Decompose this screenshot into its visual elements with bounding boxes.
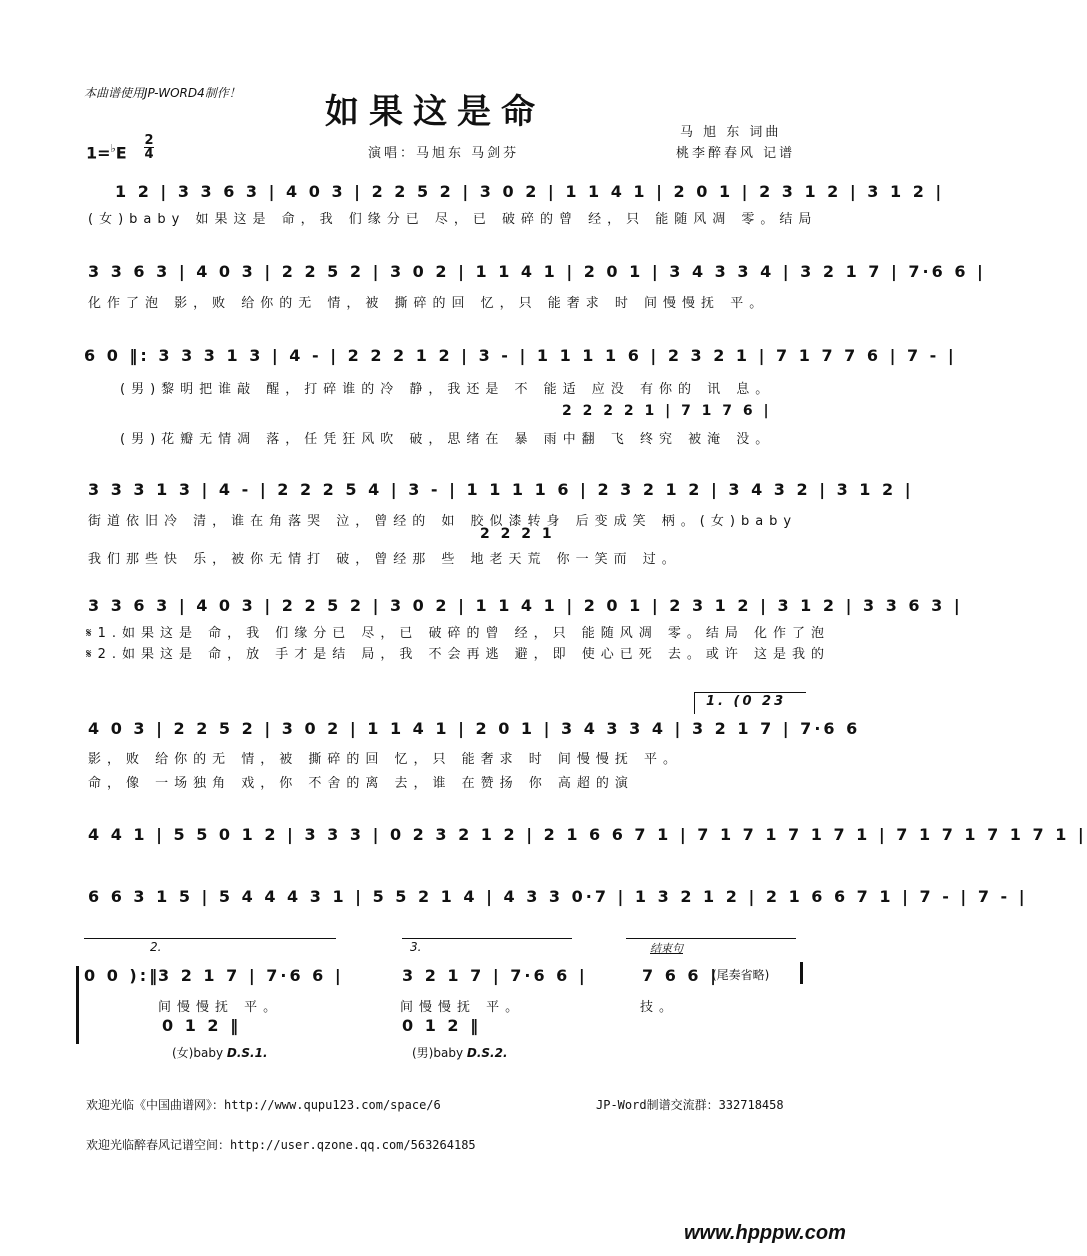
lyricist-credit: 马 旭 东 词曲	[680, 125, 782, 140]
row-3-notes: 6 0 ‖: 3 3 3 1 3 | 4 - | 2 2 2 1 2 | 3 - | 1 1 1 1 6 | 2 3 2 1 | 7 1 7 7 6 | 7 - |	[84, 346, 957, 365]
singers-credit: 演唱：马旭东 马剑芬	[368, 146, 520, 161]
key-letter: E	[115, 143, 127, 163]
ending-rest: 0 0 ):‖	[84, 966, 161, 985]
coda-label: 结束句	[650, 942, 683, 955]
volta-2-lower-notes: 0 1 2 ‖	[162, 1016, 242, 1035]
volta-3-ds: D.S.2.	[466, 1046, 508, 1060]
row-4-lyric-2: 我们那些快 乐，被你无情打 破，曾经那 些 地老天荒 你一笑而 过。	[88, 552, 681, 567]
ending-rule-left	[84, 938, 336, 939]
row-4-notes: 3 3 3 1 3 | 4 - | 2 2 2 5 4 | 3 - | 1 1 1 1 6 | 2 3 2 1 2 | 3 4 3 2 | 3 1 2 |	[88, 480, 914, 499]
row-3-lyric-2: (男)花瓣无情凋 落，任凭狂风吹 破，思绪在 暴 雨中翻 飞 终究 被淹 没。	[120, 432, 775, 447]
system-bracket	[76, 966, 79, 1044]
row-6-lyric-1: 影，败 给你的无 情，被 撕碎的回 忆，只 能奢求 时 间慢慢抚 平。	[88, 752, 683, 767]
row-2-notes: 3 3 6 3 | 4 0 3 | 2 2 5 2 | 3 0 2 | 1 1 4 1 | 2 0 1 | 3 4 3 3 4 | 3 2 1 7 | 7·6 6 |	[88, 262, 986, 281]
row-8-notes: 6 6 3 1 5 | 5 4 4 4 3 1 | 5 5 2 1 4 | 4 3 3 0·7 | 1 3 2 1 2 | 2 1 6 6 7 1 | 7 - | 7 - |	[88, 887, 1028, 906]
flat-sign: ♭	[110, 142, 116, 155]
row-5-lyric-2: 𝄋2.如果这是 命，放 手才是结 局，我 不会再逃 避，即 使心已死 去。或许 这是我的	[86, 647, 831, 662]
volta-1-bracket	[694, 692, 806, 693]
software-note: 本曲谱使用JP-WORD4制作！	[84, 86, 241, 100]
row-1-lyric: (女)baby 如果这是 命，我 们缘分已 尽，已 破碎的曾 经，只 能随风凋 零。结局	[88, 212, 818, 227]
coda-lyric: 技。	[640, 1000, 679, 1015]
coda-note: (尾奏省略)	[712, 968, 770, 982]
ending-rule-right	[626, 938, 796, 939]
row-4-lyric-1: 街道依旧冷 清，谁在角落哭 泣，曾经的 如 胶似漆转身 后变成笑 柄。(女)baby	[88, 514, 798, 529]
time-bottom: 4	[144, 147, 154, 162]
row-5-notes: 3 3 6 3 | 4 0 3 | 2 2 5 2 | 3 0 2 | 1 1 4 1 | 2 0 1 | 2 3 1 2 | 3 1 2 | 3 3 6 3 |	[88, 596, 963, 615]
key-signature	[86, 142, 127, 162]
footer-space-link[interactable]: 欢迎光临醉春风记谱空间：http://user.qzone.qq.com/563264185	[86, 1138, 476, 1152]
row-5-lyric-1: 𝄋1.如果这是 命，我 们缘分已 尽，已 破碎的曾 经，只 能随风凋 零。结局 化作了泡	[86, 626, 831, 641]
volta-2-ds: D.S.1.	[226, 1046, 268, 1060]
row-6-lyric-2: 命，像 一场独角 戏，你 不舍的离 去，谁 在赞扬 你 高超的演	[88, 776, 634, 791]
final-barline	[800, 962, 803, 984]
row-4-alt-notes: 2 2 2 1	[480, 526, 555, 542]
transcriber-credit: 桃李醉春风 记谱	[676, 146, 796, 161]
volta-2-lyric: 间慢慢抚 平。	[158, 1000, 283, 1015]
volta-1-label: 1. (0 23	[706, 694, 787, 709]
volta-3-notes: 3 2 1 7 | 7·6 6 |	[402, 966, 588, 985]
volta-2-label: 2.	[150, 940, 162, 954]
time-signature	[144, 134, 154, 161]
coda-notes: 7 6 6 |	[642, 966, 719, 985]
ending-rule-mid	[402, 938, 572, 939]
row-1-notes: 1 2 | 3 3 6 3 | 4 0 3 | 2 2 5 2 | 3 0 2 | 1 1 4 1 | 2 0 1 | 2 3 1 2 | 3 1 2 |	[115, 182, 945, 201]
key-prefix: 1=	[86, 143, 111, 163]
footer-site-link[interactable]: 欢迎光临《中国曲谱网》：http://www.qupu123.com/space/6	[86, 1098, 441, 1112]
volta-3-lyric: 间慢慢抚 平。	[400, 1000, 525, 1015]
watermark: www.hpppw.com	[684, 1222, 846, 1244]
volta-2-call-text: (女)baby	[172, 1046, 224, 1060]
volta-3-call	[412, 1044, 508, 1061]
row-6-notes: 4 0 3 | 2 2 5 2 | 3 0 2 | 1 1 4 1 | 2 0 1 | 3 4 3 3 4 | 3 2 1 7 | 7·6 6	[88, 719, 861, 738]
time-top: 2	[144, 133, 154, 148]
page-title: 如果这是命	[325, 92, 545, 132]
volta-2-call	[172, 1044, 268, 1061]
volta-3-call-text: (男)baby	[412, 1046, 464, 1060]
row-2-lyric: 化作了泡 影，败 给你的无 情，被 撕碎的回 忆，只 能奢求 时 间慢慢抚 平。	[88, 296, 769, 311]
volta-3-lower-notes: 0 1 2 ‖	[402, 1016, 482, 1035]
row-7-notes: 4 4 1 | 5 5 0 1 2 | 3 3 3 | 0 2 3 2 1 2 | 2 1 6 6 7 1 | 7 1 7 1 7 1 7 1 | 7 1 7 1 7 1 7 1 |	[88, 825, 1087, 844]
row-3-alt-notes: 2 2 2 2 1 | 7 1 7 6 |	[562, 403, 772, 419]
volta-3-label: 3.	[410, 940, 422, 954]
volta-1-edge	[694, 692, 695, 714]
footer-group: JP-Word制谱交流群：332718458	[596, 1098, 784, 1112]
volta-2-notes: 3 2 1 7 | 7·6 6 |	[158, 966, 344, 985]
row-3-lyric-1: (男)黎明把谁敲 醒，打碎谁的冷 静，我还是 不 能适 应没 有你的 讯 息。	[120, 382, 775, 397]
